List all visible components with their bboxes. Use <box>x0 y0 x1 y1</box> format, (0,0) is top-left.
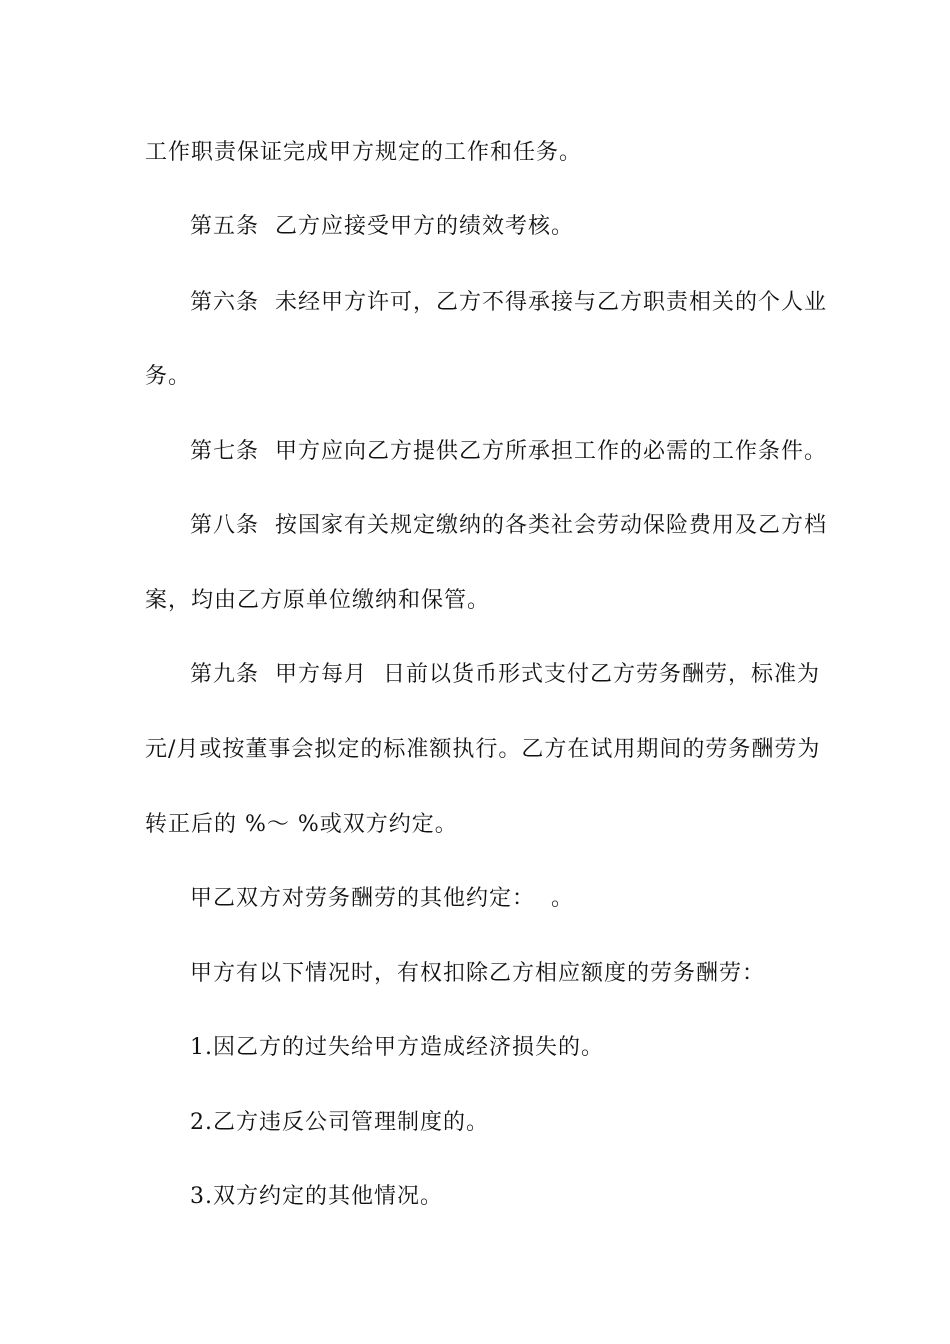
text-line: 甲乙双方对劳务酬劳的其他约定： 。 <box>190 886 574 911</box>
text-line: 务。 <box>145 364 192 389</box>
text-line: 甲方有以下情况时，有权扣除乙方相应额度的劳务酬劳： <box>190 961 766 986</box>
text-line: 第八条 按国家有关规定缴纳的各类社会劳动保险费用及乙方档 <box>190 513 827 538</box>
text-line: 第六条 未经甲方许可，乙方不得承接与乙方职责相关的个人业 <box>190 290 827 315</box>
text-line: 第五条 乙方应接受甲方的绩效考核。 <box>190 214 574 239</box>
text-line: 1.因乙方的过失给甲方造成经济损失的。 <box>190 1035 604 1060</box>
text-line: 第七条 甲方应向乙方提供乙方所承担工作的必需的工作条件。 <box>190 439 827 464</box>
text-line: 第九条 甲方每月 日前以货币形式支付乙方劳务酬劳，标准为 <box>190 662 820 687</box>
text-line: 工作职责保证完成甲方规定的工作和任务。 <box>145 140 583 165</box>
text-line: 2.乙方违反公司管理制度的。 <box>190 1110 489 1135</box>
text-line: 元/月或按董事会拟定的标准额执行。乙方在试用期间的劳务酬劳为 <box>145 737 821 762</box>
text-line: 案，均由乙方原单位缴纳和保管。 <box>145 588 491 613</box>
text-line: 转正后的 %～ %或双方约定。 <box>145 812 458 837</box>
text-line: 3.双方约定的其他情况。 <box>190 1184 443 1209</box>
